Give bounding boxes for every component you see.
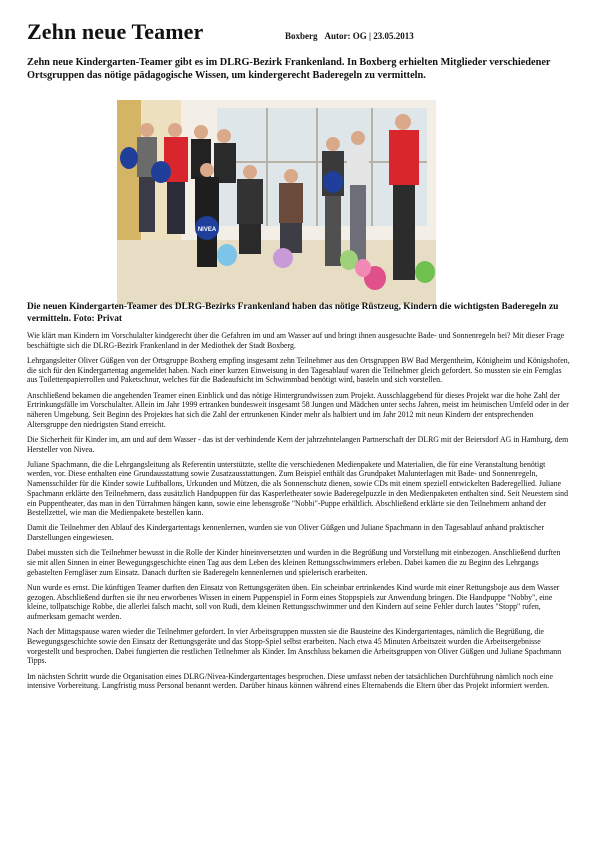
article: [27, 19, 571, 691]
photo-caption: Die neuen Kindergarten-Teamer des DLRG-Bezirks Frankenland haben das nötige Rüstzeug, Kindern die wichtigsten Baderegeln zu vermitteln. Foto: Privat: [27, 302, 559, 324]
article-location: Boxberg: [285, 31, 318, 41]
body-paragraph: Wie klärt man Kindern im Vorschulalter kindgerecht über die Gefahren im und am Wasser auf und bringt ihnen ausgesuchte Bade- und Sonnenregeln bei? Mit dieser Frage beschäftigte sich die DLRG-Bezirk Frankenland in der Mediothek der Stadt Boxberg.: [27, 331, 565, 350]
body-paragraph: Im nächsten Schritt wurde die Organisation eines DLRG/Nivea-Kindergartentages besprochen. Diese umfasst neben der tatsächlichen Durchführung nämlich noch eine intensive Vorbereitung. Langfristig muss Personal benannt werden. Darüber hinaus können während eines Elternabends die Eltern über das Projekt informiert werden.: [27, 671, 553, 691]
body-paragraph: Juliane Spachmann, die die Lehrgangsleitung als Referentin unterstützte, stellte die verschiedenen Medienpakete und Materialien, die für eine Veranstaltung benötigt werden, vor. Diese enthalten eine Grundausstattung sowie Zusatzausstattungen. Zum Beispiel enthält das Grundpaket Malunterlagen mit Bade- und Sonnenregeln, Namensschilder für die Kinder sowie Luftballons, Urkunden und Mützen, die als Sonnenschutz dienen, sowie CDs mit einem speziell entwickelten Baderegellied. Juliane Spachmann erklärte den Teilnehmern, dass zusätzlich Handpuppen für das Kasperletheater sowie Baderegelpuzzle in den Medienpaketen enthalten sind. Seit Neuestem sind ein Puppentheater, das man in den Türrahmen hängen kann, sowie eine lebensgroße "Nobbi"-Puppe erhältlich. Abschließend erklärte sie den Teilnehmern anhand der Bestellzettel, wie man die Medienpakete bestellen kann.: [27, 459, 568, 518]
photo-floor: [117, 240, 436, 305]
article-title: Zehn neue Teamer: [27, 19, 204, 44]
group-photo: [117, 100, 436, 305]
photo-balloon-text: NIVEA: [197, 227, 217, 233]
body-paragraph: Die Sicherheit für Kinder im, am und auf dem Wasser - das ist der verbindende Kern der jahrzehntelangen Partnerschaft der DLRG mit der Beiersdorf AG in Hamburg, dem Hersteller von Nivea.: [27, 434, 569, 454]
article-lead: Zehn neue Kindergarten-Teamer gibt es im DLRG-Bezirk Frankenland. In Boxberg erhielten Mitglieder verschiedener Ortsgruppen das nötige pädagogische Wissen, um kindergerecht Baderegeln zu vermitteln.: [27, 57, 551, 81]
article-meta: [285, 31, 414, 41]
group-photo-illustration: [117, 100, 436, 305]
body-paragraph: Lehrgangsleiter Oliver Güßgen von der Ortsgruppe Boxberg empfing insgesamt zehn Teilnehmer aus den Ortsgruppen BW Bad Mergentheim, Königheim und Königshofen, die sich für den Kindergartentag angemeldet haben. Nach einer kurzen Einweisung in den Tagesablauf waren die Teilnehmer gleich gefordert. So mussten sie ein Fernglas aus Toilettenpapierrollen und Paketschnur, welches für die Badeaufsicht im Schwimmbad benötigt wird, basteln und sich vorstellen.: [27, 355, 570, 385]
article-author: Autor: OG | 23.05.2013: [324, 31, 414, 41]
body-paragraph: Anschließend bekamen die angehenden Teamer einen Einblick und das nötige Hintergrundwissen zum Projekt. Ausschlaggebend für dieses Projekt war die hohe Zahl der Ertrinkungsfälle im Vorschulalter. Allein im Jahr 1999 ertranken bundesweit insgesamt 58 Jungen und Mädchen unter sechs Jahren, meist im heimischen Umfeld oder in der näheren Umgebung. Seit Beginn des Projektes hat sich die Zahl der ertrunkenen Kinder mehr als halbiert und im Jahr 2012 mit neun Kindern der entsprechenden Altersgruppe den niedrigsten Stand erreicht.: [27, 390, 569, 429]
article-body: [27, 331, 571, 697]
body-paragraph: Nun wurde es ernst. Die künftigen Teamer durften den Einsatz von Rettungsgeräten üben. Ein scheinbar ertrinkendes Kind wurde mit einer Rettungsboje aus dem Wasser gezogen. Abschließend durften sie ihr neu erworbenes Wissen in einem Puppenspiel in Form eines Stoppspiels zur Anwendung bringen. Die Handpuppe "Nobby", eine kleine, tollpatschige Robbe, die allerlei falsch macht, soll von Rudi, dem kleinen Rettungsschwimmer und den Kindern auf seine Fehler durch lautes "Stopp" rufen, aufmerksam gemacht werden.: [27, 582, 560, 622]
body-paragraph: Damit die Teilnehmer den Ablauf des Kindergartentags kennenlernen, wurden sie von Oliver Güßgen und Juliane Spachmann in den Tagesablauf anhand praktischer Darstellungen eingewiesen.: [27, 523, 545, 543]
body-paragraph: Dabei mussten sich die Teilnehmer bewusst in die Rolle der Kinder hineinversetzten und wurden in die Begrüßung und Vorstellung mit einbezogen. Anschließend durften sie mit allen Sinnen in einer Bewegungsgeschichte einen Tag aus dem Leben des kleinen Rettungsschwimmers erleben. Dabei kamen die zu Beginn des Lehrgangs gebastelten Ferngläser zum Einsatz. Danach durften sie Baderegeln kennenlernen und spielerisch erarbeiten.: [27, 548, 561, 577]
body-paragraph: Nach der Mittagspause waren wieder die Teilnehmer gefordert. In vier Arbeitsgruppen mussten sie die Bausteine des Kindergartentages, nämlich die Begrüßung, die Bewegungsgeschichte sowie den Einsatz der Rettungsgeräte und das Stopp-Spiel selbst erarbeiten. Nach etwa 45 Minuten Arbeitszeit wurden die Arbeitsergebnisse vorgestellt und besprochen. Dabei fungierten die restlichen Teilnehmer als Kinder. Im Anschluss bekamen die Arbeitsgruppen von Oliver Güßgen und Juliane Spachmann Tipps.: [27, 627, 562, 666]
article-header: [27, 20, 571, 46]
